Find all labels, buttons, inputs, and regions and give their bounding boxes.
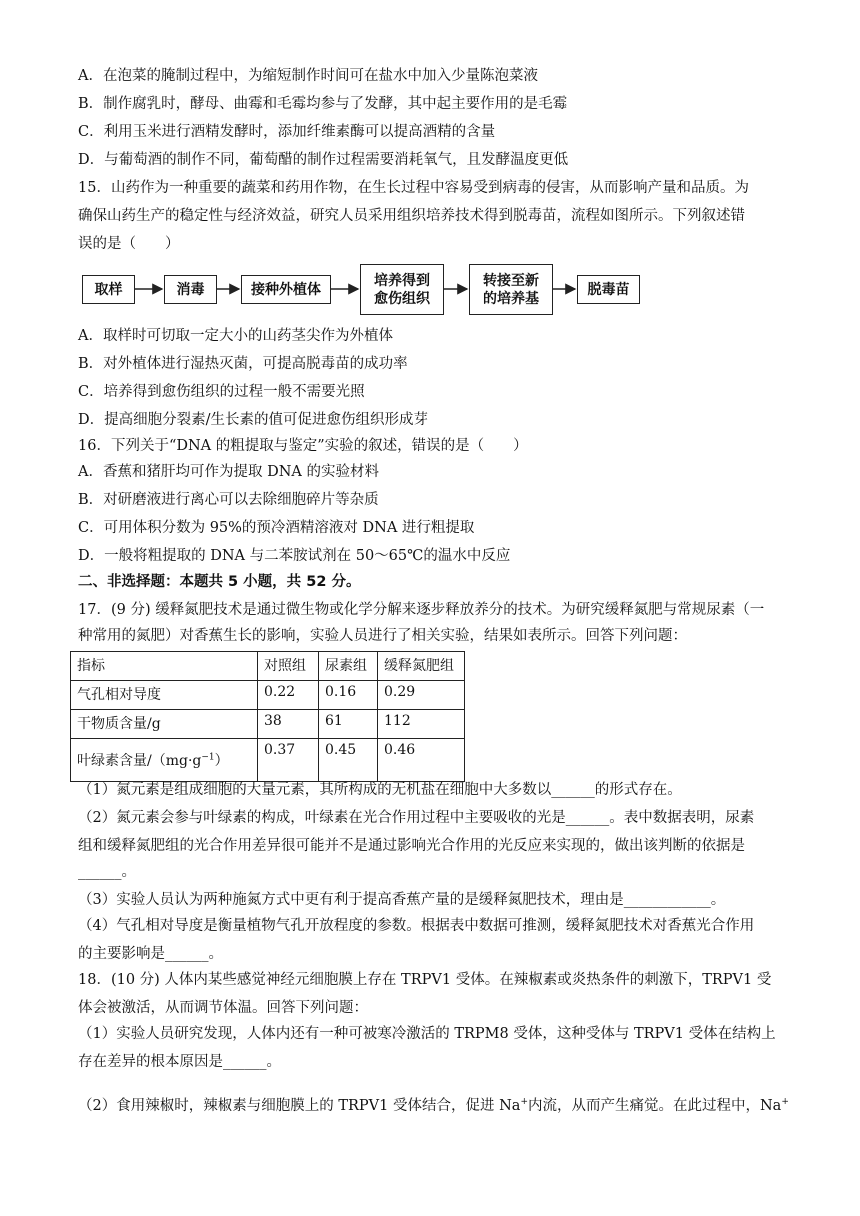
q15-stem-line-1: 15．山药作为一种重要的蔬菜和药用作物，在生长过程中容易受到病毒的侵害，从而影响产量和品质。为: [78, 180, 749, 196]
section-2-heading: 二、非选择题：本题共 5 小题，共 52 分。: [78, 574, 361, 590]
q16-option-d: D．一般将粗提取的 DNA 与二苯胺试剂在 50～65℃的温水中反应: [78, 548, 511, 564]
q17-sub-2-line-3: ______。: [78, 864, 136, 880]
q18-sub-1-line-2: 存在差异的根本原因是______。: [78, 1054, 281, 1070]
table-cell: 112: [378, 710, 465, 739]
q17-sub-4-line-1: （4）气孔相对导度是衡量植物气孔开放程度的参数。根据表中数据可推测，缓释氮肥技术对香蕉光合作用: [78, 918, 755, 934]
q15-stem-line-2: 确保山药生产的稳定性与经济效益，研究人员采用组织培养技术得到脱毒苗，流程如图所示。下列叙述错: [78, 208, 745, 224]
q17-stem-line-2: 种常用的氮肥）对香蕉生长的影响，实验人员进行了相关实验，结果如表所示。回答下列问题：: [78, 628, 687, 644]
flow-step-disinfect: 消毒: [164, 275, 217, 304]
q17-sub-3: （3）实验人员认为两种施氮方式中更有利于提高香蕉产量的是缓释氮肥技术，理由是____________。: [78, 892, 726, 908]
flow-arrows: [78, 263, 638, 318]
q15-flowchart: [78, 263, 638, 318]
table-header-cell: 指标: [71, 652, 258, 681]
table-row: [71, 739, 465, 782]
flow-step-virus-free: 脱毒苗: [577, 275, 640, 304]
q16-option-a: A．香蕉和猪肝均可作为提取 DNA 的实验材料: [78, 464, 379, 480]
table-cell-chlorophyll-label: 叶绿素含量$/(mg\cdot g^{-1})$: [71, 739, 258, 782]
q16-option-b: B．对研磨液进行离心可以去除细胞碎片等杂质: [78, 492, 379, 508]
table-cell: 干物质含量/g: [71, 710, 258, 739]
table-cell: 0.37: [258, 739, 319, 782]
q17-stem-line-1: 17．(9 分) 缓释氮肥技术是通过微生物或化学分解来逐步释放养分的技术。为研究缓释氮肥与常规尿素（一: [78, 602, 765, 618]
table-header-cell: 尿素组: [319, 652, 378, 681]
table-cell: 0.46: [378, 739, 465, 782]
q18-sub-1-line-1: （1）实验人员研究发现，人体内还有一种可被寒冷激活的 TRPM8 受体，这种受体与 TRPV1 受体在结构上: [78, 1026, 776, 1042]
q14-option-b: B．制作腐乳时，酵母、曲霉和毛霉均参与了发酵，其中起主要作用的是毛霉: [78, 96, 568, 112]
table-cell: 38: [258, 710, 319, 739]
q17-results-table: [70, 651, 465, 782]
q14-option-a: A．在泡菜的腌制过程中，为缩短制作时间可在盐水中加入少量陈泡菜液: [78, 68, 538, 84]
flow-step-callus: 培养得到 愈伤组织: [360, 264, 444, 315]
table-header-cell: 对照组: [258, 652, 319, 681]
q15-option-a: A．取样时可切取一定大小的山药茎尖作为外植体: [78, 328, 393, 344]
q17-sub-2-line-2: 组和缓释氮肥组的光合作用差异很可能并不是通过影响光合作用的光反应来实现的，做出该判断的依据是: [78, 838, 745, 854]
q15-option-c: C．培养得到愈伤组织的过程一般不需要光照: [78, 384, 365, 400]
flow-step-inoculate: 接种外植体: [241, 275, 331, 304]
table-row: [71, 681, 465, 710]
q17-sub-1: （1）氮元素是组成细胞的大量元素，其所构成的无机盐在细胞中大多数以______的形式存在。: [78, 782, 682, 798]
flow-step-sampling: 取样: [82, 275, 135, 304]
q14-option-d: D．与葡萄酒的制作不同，葡萄醋的制作过程需要消耗氧气，且发酵温度更低: [78, 152, 569, 168]
table-cell: 0.16: [319, 681, 378, 710]
q14-option-c: C．利用玉米进行酒精发酵时，添加纤维素酶可以提高酒精的含量: [78, 124, 496, 140]
table-cell: 0.29: [378, 681, 465, 710]
table-header-row: [71, 652, 465, 681]
q15-option-b: B．对外植体进行湿热灭菌，可提高脱毒苗的成功率: [78, 356, 408, 372]
table-cell: 0.45: [319, 739, 378, 782]
q18-stem-line-2: 体会被激活，从而调节体温。回答下列问题：: [78, 1000, 368, 1016]
q15-option-d: D．提高细胞分裂素/生长素的值可促进愈伤组织形成芽: [78, 412, 429, 428]
q17-sub-4-line-2: 的主要影响是______。: [78, 946, 223, 962]
q16-stem: 16．下列关于“DNA 的粗提取与鉴定”实验的叙述，错误的是（ ）: [78, 438, 528, 454]
table-cell: 0.22: [258, 681, 319, 710]
flow-step-transfer: 转接至新 的培养基: [469, 264, 553, 315]
q18-sub-2-line-1: （2）食用辣椒时，辣椒素与细胞膜上的 TRPV1 受体结合，促进 Na+内流，从而产生痛觉。在此过程中，Na+: [78, 1097, 789, 1114]
table-cell: 气孔相对导度: [71, 681, 258, 710]
q17-sub-2-line-1: （2）氮元素会参与叶绿素的构成，叶绿素在光合作用过程中主要吸收的光是______。表中数据表明，尿素: [78, 810, 755, 826]
q18-stem-line-1: 18．(10 分) 人体内某些感觉神经元细胞膜上存在 TRPV1 受体。在辣椒素或炎热条件的刺激下，TRPV1 受: [78, 972, 772, 988]
table-header-cell: 缓释氮肥组: [378, 652, 465, 681]
table-row: [71, 710, 465, 739]
table-cell: 61: [319, 710, 378, 739]
q16-option-c: C．可用体积分数为 95%的预冷酒精溶液对 DNA 进行粗提取: [78, 520, 475, 536]
q15-stem-line-3: 误的是（ ）: [78, 236, 180, 252]
